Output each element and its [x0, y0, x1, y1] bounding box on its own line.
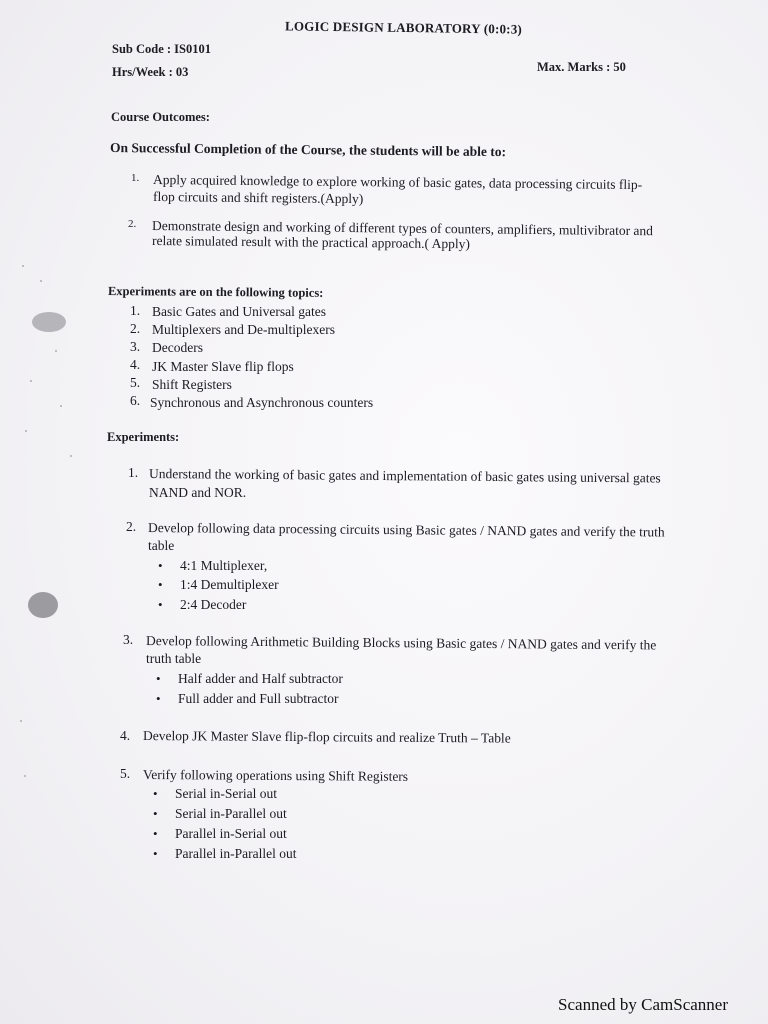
scan-speck	[22, 265, 24, 267]
topic-item: Basic Gates and Universal gates	[152, 304, 326, 319]
scan-speck	[24, 775, 26, 777]
outcome-text: relate simulated result with the practical approach.( Apply)	[151, 233, 470, 252]
scan-speck	[40, 280, 42, 282]
experiment-number: 4.	[120, 728, 131, 743]
topics-heading: Experiments are on the following topics:	[107, 284, 324, 300]
bullet-marker: •	[153, 786, 158, 801]
topic-number: 1.	[130, 303, 141, 318]
outcome-text: flop circuits and shift registers.(Apply)	[152, 189, 364, 207]
scan-smudge	[28, 592, 58, 618]
experiment-bullet: Parallel in-Serial out	[175, 826, 287, 841]
scanner-watermark: Scanned by CamScanner	[558, 995, 728, 1014]
completion-line: On Successful Completion of the Course, the students will be able to:	[109, 140, 507, 160]
experiment-text: NAND and NOR.	[149, 485, 247, 500]
page-title: LOGIC DESIGN LABORATORY (0:0:3)	[284, 18, 523, 37]
scan-speck	[30, 380, 32, 382]
bullet-marker: •	[156, 671, 161, 686]
scan-speck	[60, 405, 62, 407]
topic-item: Shift Registers	[152, 377, 232, 392]
topic-item: Decoders	[152, 340, 203, 355]
bullet-marker: •	[153, 806, 158, 821]
experiment-text: Develop following Arithmetic Building Blocks using Basic gates / NAND gates and verify the	[145, 633, 657, 653]
outcome-text: Apply acquired knowledge to explore working of basic gates, data processing circuits flip-	[152, 172, 643, 193]
hrs-week: Hrs/Week : 03	[112, 65, 189, 79]
outcome-text: Demonstrate design and working of different types of counters, amplifiers, multivibrator and	[151, 218, 654, 239]
topic-number: 5.	[130, 375, 141, 390]
experiment-number: 3.	[123, 632, 134, 647]
experiment-number: 1.	[128, 465, 139, 480]
course-outcomes-heading: Course Outcomes:	[111, 110, 210, 124]
bullet-marker: •	[153, 826, 158, 841]
experiment-bullet: Full adder and Full subtractor	[178, 691, 339, 706]
topic-number: 3.	[130, 339, 141, 354]
bullet-marker: •	[158, 558, 163, 573]
experiment-bullet: Parallel in-Parallel out	[175, 846, 297, 861]
experiment-text: Verify following operations using Shift Registers	[142, 767, 409, 784]
topic-number: 4.	[130, 357, 141, 372]
outcome-number: 1.	[131, 172, 140, 184]
experiment-bullet: Serial in-Parallel out	[175, 806, 287, 821]
topic-item: JK Master Slave flip flops	[152, 359, 294, 374]
sub-code: Sub Code : IS0101	[112, 42, 211, 56]
scan-speck	[70, 455, 72, 457]
experiment-text: Develop JK Master Slave flip-flop circuits and realize Truth – Table	[142, 728, 511, 746]
scan-speck	[55, 350, 57, 352]
bullet-marker: •	[153, 846, 158, 861]
experiment-bullet: 1:4 Demultiplexer	[180, 577, 279, 592]
topic-item: Multiplexers and De-multiplexers	[152, 322, 335, 337]
experiment-bullet: 4:1 Multiplexer,	[180, 558, 268, 573]
scan-smudge	[32, 312, 66, 332]
topic-number: 2.	[130, 321, 141, 336]
experiment-bullet: 2:4 Decoder	[180, 597, 247, 612]
experiment-number: 2.	[126, 519, 137, 534]
experiment-text: Develop following data processing circuits using Basic gates / NAND gates and verify the truth	[147, 520, 665, 540]
experiment-text: table	[148, 538, 175, 553]
bullet-marker: •	[158, 577, 163, 592]
scan-speck	[25, 430, 27, 432]
experiment-bullet: Serial in-Serial out	[175, 786, 277, 801]
experiment-text: truth table	[146, 651, 202, 666]
experiment-text: Understand the working of basic gates and implementation of basic gates using universal gates	[148, 466, 661, 486]
experiment-number: 5.	[120, 766, 131, 781]
bullet-marker: •	[158, 597, 163, 612]
max-marks: Max. Marks : 50	[537, 60, 626, 74]
topic-item: Synchronous and Asynchronous counters	[150, 395, 374, 410]
bullet-marker: •	[156, 691, 161, 706]
experiments-heading: Experiments:	[107, 430, 180, 444]
scan-speck	[20, 720, 22, 722]
experiment-bullet: Half adder and Half subtractor	[178, 671, 343, 686]
topic-number: 6.	[130, 393, 141, 408]
outcome-number: 2.	[128, 218, 137, 230]
